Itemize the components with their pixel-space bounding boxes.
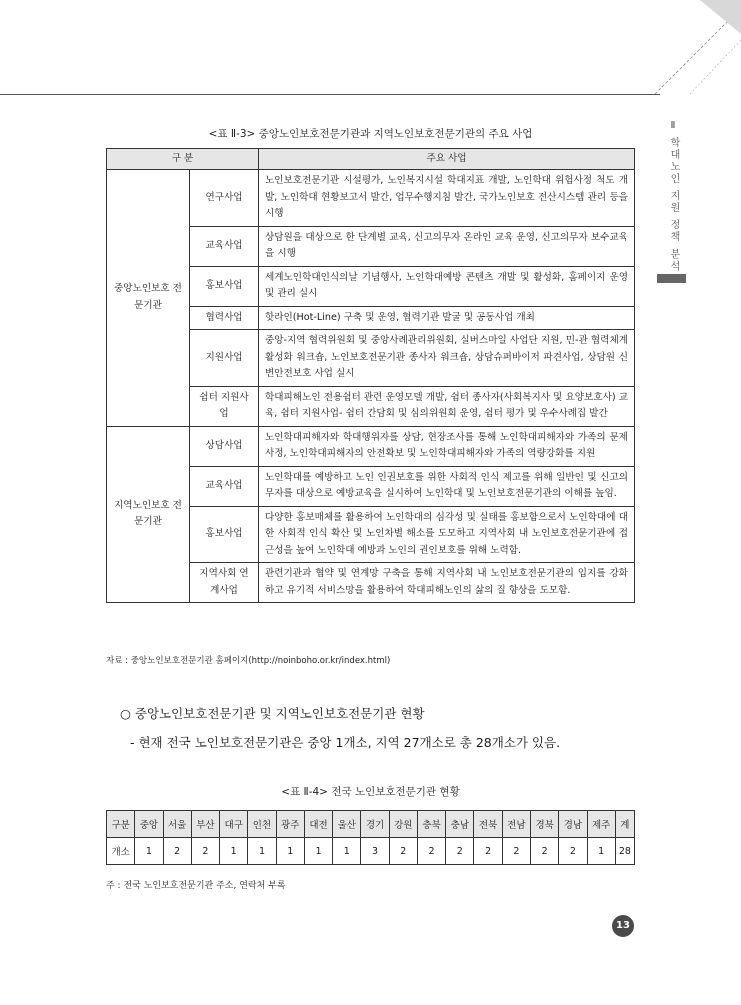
col-header-main: 주요 사업 xyxy=(259,149,635,170)
institution-tasks-table xyxy=(106,148,635,603)
row-desc: 관련기관과 협약 및 연계망 구축을 통해 지역사회 내 노인보호전문기관의 입지를 강화하고 유기적 서비스망을 활용하여 학대피해노인의 삶의 질 향상을 도모함. xyxy=(259,563,635,603)
count-table-header: 구분 xyxy=(107,811,135,838)
count-table-cell: 개소 xyxy=(107,838,135,865)
count-table-header: 제주 xyxy=(587,811,615,838)
count-table-cell: 2 xyxy=(446,838,474,865)
count-table-cell: 2 xyxy=(389,838,417,865)
count-table-cell: 2 xyxy=(474,838,502,865)
section-bullet: ○ 중앙노인보호전문기관 및 지역노인보호전문기관 현황 xyxy=(120,706,425,721)
chapter-number: Ⅱ xyxy=(670,120,676,131)
row-desc: 학대피해노인 전용쉼터 관련 운영모델 개발, 쉼터 종사자(사회복지사 및 요양보호사) 교육, 쉼터 지원사업- 쉼터 간담회 및 심의위원회 운영, 쉼터 평가 및 우수사례집 발간 xyxy=(259,386,635,426)
count-table-cell: 28 xyxy=(615,838,634,865)
count-table-cell: 1 xyxy=(304,838,332,865)
row-desc: 노인학대피해자와 학대행위자를 상담, 현장조사를 통해 노인학대피해자와 가족의 문제사정, 노인학대피해자의 안전확보 및 노인학대피해자와 가족의 역량강화를 지원 xyxy=(259,426,635,466)
count-table-cell: 2 xyxy=(191,838,219,865)
row-desc: 중앙-지역 협력위원회 및 중앙사례관리위원회, 실버스마일 사업단 지원, 민-관 협력체계 활성화 워크숍, 노인보호전문기관 종사자 워크숍, 상담슈퍼바이저 파견사업, 상담원 신변안전보호 사업 실시 xyxy=(259,330,635,387)
row-label: 지원사업 xyxy=(190,330,259,387)
count-table-header: 충남 xyxy=(446,811,474,838)
count-table-header: 계 xyxy=(615,811,634,838)
row-desc: 다양한 홍보매체를 활용하여 노인학대의 심각성 및 실태를 홍보함으로서 노인학대에 대한 사회적 인식 확산 및 노인차별 해소를 도모하고 지역사회 내 노인보호전문기관에 접근성을 높여 노인학대 예방과 노인의 권인보호를 위해 노력함. xyxy=(259,506,635,563)
count-table-header: 강원 xyxy=(389,811,417,838)
table2-note: 주 : 전국 노인보호전문기관 주소, 연락처 부록 xyxy=(106,881,286,891)
count-table-cell: 1 xyxy=(333,838,361,865)
count-table-cell: 1 xyxy=(135,838,163,865)
count-table-header: 충북 xyxy=(417,811,445,838)
count-table-header: 서울 xyxy=(163,811,191,838)
row-label: 상담사업 xyxy=(190,426,259,466)
row-label: 홍보사업 xyxy=(190,266,259,306)
section-sub-bullet: - 현재 전국 노인보호전문기관은 중앙 1개소, 지역 27개소로 총 28개소가 있음. xyxy=(130,735,561,750)
table1-caption: <표 Ⅱ-3> 중앙노인보호전문기관과 지역노인보호전문기관의 주요 사업 xyxy=(208,128,533,140)
count-table-header: 경기 xyxy=(361,811,389,838)
row-desc: 노인학대를 예방하고 노인 인권보호를 위한 사회적 인식 제고를 위해 일반인 및 신고의무자를 대상으로 예방교육을 실시하여 노인학대 및 노인보호전문기관의 이해를 높임. xyxy=(259,466,635,506)
count-table-header: 부산 xyxy=(191,811,219,838)
chapter-marker-bar xyxy=(657,274,686,283)
count-table-cell: 2 xyxy=(559,838,587,865)
count-table-header: 대구 xyxy=(220,811,248,838)
group-central: 중앙노인보호 전문기관 xyxy=(107,170,190,427)
count-table-cell: 2 xyxy=(163,838,191,865)
row-label: 쉼터 지원사업 xyxy=(190,386,259,426)
count-table-cell: 2 xyxy=(530,838,558,865)
count-table-cell: 2 xyxy=(417,838,445,865)
count-table-header: 경북 xyxy=(530,811,558,838)
row-label: 연구사업 xyxy=(190,170,259,227)
row-label: 협력사업 xyxy=(190,306,259,330)
count-table-cell: 1 xyxy=(248,838,276,865)
count-table-header: 전북 xyxy=(474,811,502,838)
count-table-cell: 2 xyxy=(502,838,530,865)
header-rule xyxy=(0,94,660,95)
count-table-header: 울산 xyxy=(333,811,361,838)
row-desc: 세계노인학대인식의날 기념행사, 노인학대예방 콘텐츠 개발 및 활성화, 홈페이지 운영 및 관리 실시 xyxy=(259,266,635,306)
count-table-header: 경남 xyxy=(559,811,587,838)
count-table-cell: 1 xyxy=(276,838,304,865)
group-regional: 지역노인보호 전문기관 xyxy=(107,426,190,603)
count-table-cell: 3 xyxy=(361,838,389,865)
chapter-title: 학대노인 지원 정책 분석 xyxy=(668,137,679,273)
row-label: 교육사업 xyxy=(190,226,259,266)
count-table-cell: 1 xyxy=(587,838,615,865)
row-label: 지역사회 연계사업 xyxy=(190,563,259,603)
count-table-header: 전남 xyxy=(502,811,530,838)
institution-count-table xyxy=(106,810,635,865)
row-desc: 상담원을 대상으로 한 단계별 교육, 신고의무자 온라인 교육 운영, 신고의무자 보수교육을 시행 xyxy=(259,226,635,266)
count-table-cell: 1 xyxy=(220,838,248,865)
col-header-group: 구 분 xyxy=(107,149,259,170)
row-label: 홍보사업 xyxy=(190,506,259,563)
count-table-header: 인천 xyxy=(248,811,276,838)
count-table-header: 광주 xyxy=(276,811,304,838)
row-label: 교육사업 xyxy=(190,466,259,506)
chapter-side-tab xyxy=(658,120,688,273)
row-desc: 노인보호전문기관 시설평가, 노인복지시설 학대지표 개발, 노인학대 위험사정 척도 개발, 노인학대 현황보고서 발간, 업무수행지침 발간, 국가노인보호 전산시스템 관리 등을 시행 xyxy=(259,170,635,227)
page-number: 13 xyxy=(612,915,634,937)
table2-caption: <표 Ⅱ-4> 전국 노인보호전문기관 현황 xyxy=(281,786,460,798)
count-table-header: 대전 xyxy=(304,811,332,838)
count-table-header: 중앙 xyxy=(135,811,163,838)
table1-source: 자료 : 중앙노인보호전문기관 홈페이지(http://noinboho.or.kr/index.html) xyxy=(106,656,391,666)
row-desc: 핫라인(Hot-Line) 구축 및 운영, 협력기관 발굴 및 공동사업 개최 xyxy=(259,306,635,330)
